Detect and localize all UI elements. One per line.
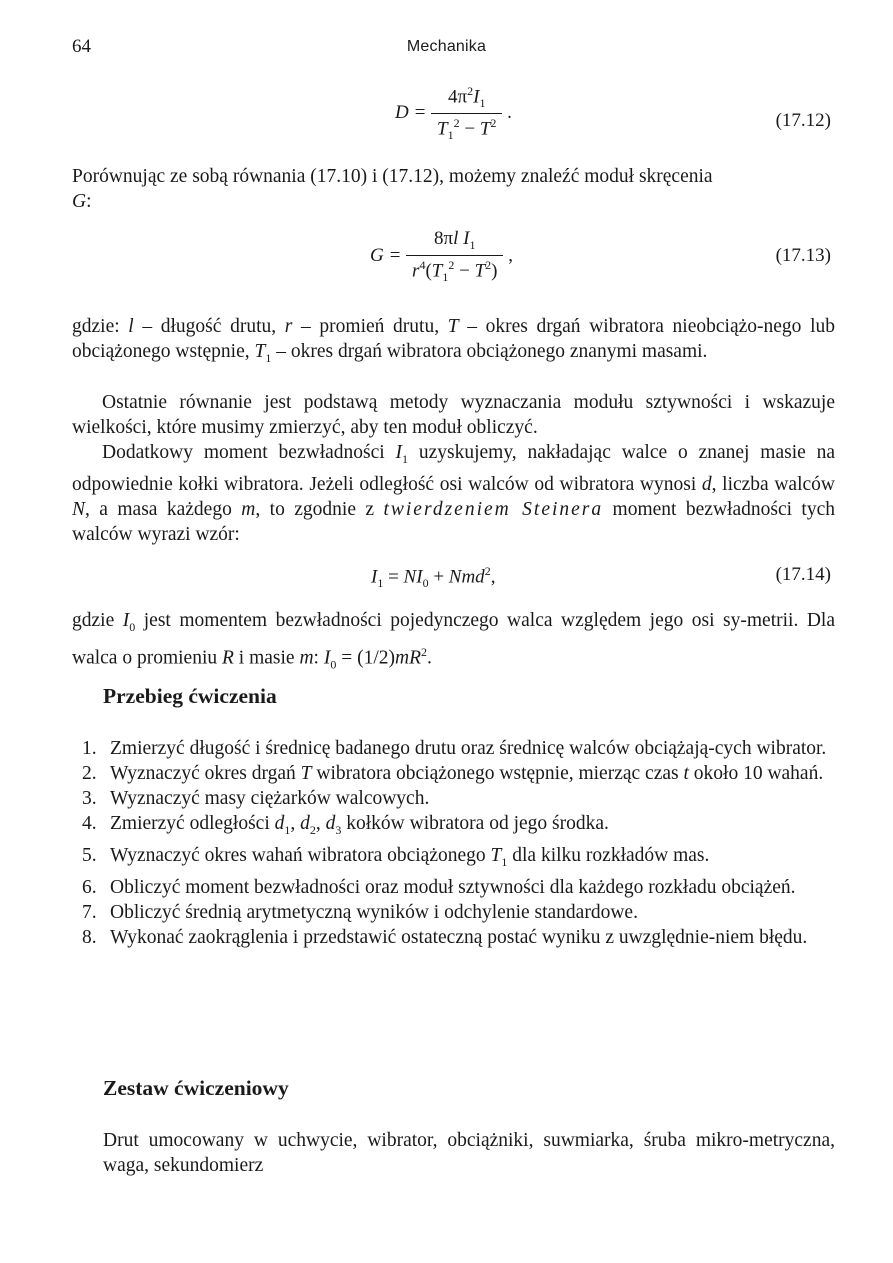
paragraph-cylinder-moment: gdzie $I_0$ jest momentem bezwładności pojedynczego walca względem jego osi sy-metrii. Dla walca o promieniu R i masie m: $I_0 = (1/2)mR^2$. xyxy=(72,610,835,672)
equation-17-14: $I_1 = NI_0 + Nmd^2$, xyxy=(371,564,496,591)
paragraph-method: Ostatnie równanie jest podstawą metody wyznaczania modułu sztywności i wskazuje wielkości, które musimy zmierzyć, aby ten moduł obliczyć. xyxy=(72,392,835,438)
paragraph-intro: Porównując ze sobą równania (17.10) i (17.12), możemy znaleźć moduł skręcenia G: xyxy=(72,166,713,212)
equation-17-13: G = $\frac{8\pi l I_1}{r^4(T_1^2 - T^2)}$ , xyxy=(370,228,513,284)
eq1-fraction xyxy=(431,84,502,143)
list-item: 7. Obliczyć średnią arytmetyczną wyników i odchylenie standardowe. xyxy=(82,901,638,923)
list-item: 1. Zmierzyć długość i średnicę badanego drutu oraz średnicę walców obciążają-cych wibrator. xyxy=(82,738,827,759)
eq2-numerator: 8πl $I_1$ xyxy=(434,228,476,252)
section-heading-equipment: Zestaw ćwiczeniowy xyxy=(103,1076,289,1100)
eq1-denominator: $T_1^2 - T^2$ xyxy=(431,113,502,143)
eq2-lhs: G = xyxy=(370,244,402,266)
eq1-lhs: D = xyxy=(395,101,427,123)
paragraph-additional-moment: Dodatkowy moment bezwładności $I_1$ uzyskujemy, nakładając walce o znanej masie na odpowiednie kołki wibratora. Jeżeli odległość osi walców od wibratora wynosi d, liczba walców N, a masa każdego m, to zgodnie z twierdzeniem Steinera moment bezwładności tych walców wyrazi wzór: xyxy=(72,442,836,545)
eq2-denominator: $r^4(T_1^2 - T^2)$ xyxy=(406,255,503,285)
list-item: 3. Wyznaczyć masy ciężarków walcowych. xyxy=(82,788,430,809)
equation-number-17-12: (17.12) xyxy=(775,110,831,131)
running-title: Mechanika xyxy=(406,38,487,55)
equation-17-12: D = $\frac{4\pi^2I_1}{T_1^2 - T^2}$ . xyxy=(395,84,512,143)
list-item: 5. Wyznaczyć okres wahań wibratora obciążonego $T_1$ dla kilku rozkładów mas. xyxy=(82,844,710,869)
paragraph-definitions: gdzie: l – długość drutu, r – promień drutu, T – okres drgań wibratora nieobciążo-nego lub obciążonego wstępnie, $T_1$ – okres drgań wibratora obciążonego znanymi masami. xyxy=(72,316,835,365)
list-item: 8. Wykonać zaokrąglenia i przedstawić ostateczną postać wyniku z uwzględnie-niem błędu. xyxy=(82,926,808,948)
equation-number-17-13: (17.13) xyxy=(775,245,831,266)
equipment-list-text: Drut umocowany w uchwycie, wibrator, obciążniki, suwmiarka, śruba mikro-metryczna, waga, sekundomierz xyxy=(103,1130,835,1176)
list-item: 4. Zmierzyć odległości $d_1$, $d_2$, $d_3$ kołków wibratora od jego środka. xyxy=(82,813,609,837)
list-item: 2. Wyznaczyć okres drgań T wibratora obciążonego wstępnie, mierząc czas t około 10 wahań. xyxy=(82,763,824,784)
section-heading-procedure: Przebieg ćwiczenia xyxy=(103,684,277,708)
list-item: 6. Obliczyć moment bezwładności oraz moduł sztywności dla każdego rozkładu obciążeń. xyxy=(82,876,796,898)
eq2-fraction xyxy=(406,228,503,285)
eq1-numerator: $4\pi^2I_1$ xyxy=(448,84,486,111)
page-number: 64 xyxy=(72,36,91,57)
procedure-list xyxy=(82,736,835,950)
equation-number-17-14: (17.14) xyxy=(775,564,831,585)
